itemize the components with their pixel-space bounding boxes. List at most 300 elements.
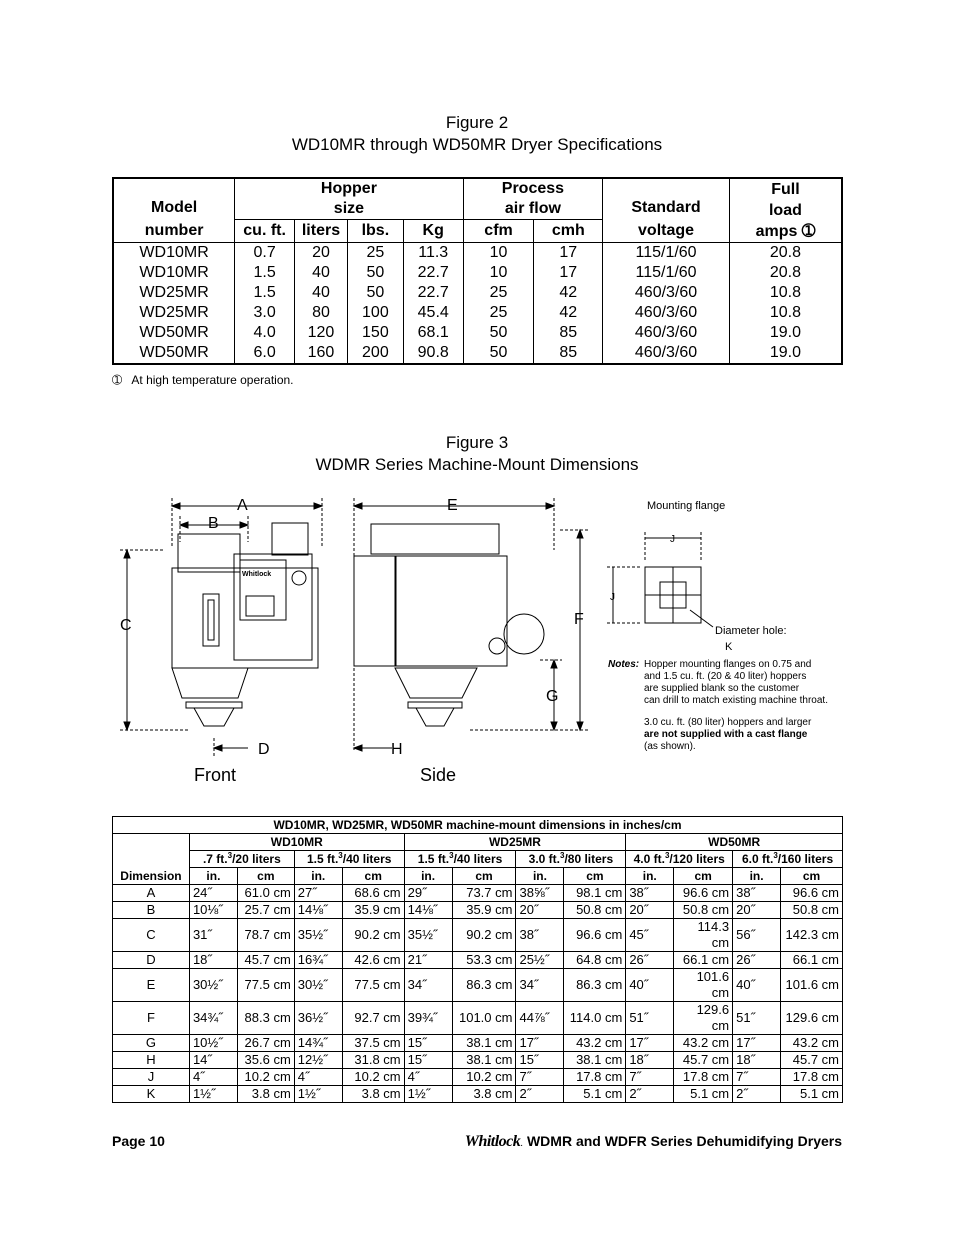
value-cm: 38.1 cm [452,1035,516,1052]
cell: 17 [534,263,603,283]
amps-header-line2: load [768,202,802,219]
unit-in: in. [189,868,237,885]
whitlock-logo [464,1133,524,1151]
label-k: K [725,641,733,653]
value-cm: 5.1 cm [781,1086,843,1103]
cell: 460/3/60 [603,283,730,303]
value-cm: 17.8 cm [564,1069,626,1086]
unit-cm: cm [564,868,626,885]
size-header [516,851,626,868]
cell: WD10MR [113,243,235,264]
value-in: 38˝ [733,885,781,902]
cell: 120 [295,323,348,343]
cell: 460/3/60 [603,323,730,343]
note-line: Hopper mounting flanges on 0.75 and [644,659,812,670]
value-in: 17˝ [516,1035,564,1052]
value-in: 16¾˝ [294,952,342,969]
label-j-side: J [610,592,615,603]
figure-3-caption [0,432,954,476]
value-cm: 78.7 cm [237,919,294,952]
spec-table [112,177,843,365]
table-row [113,303,842,323]
value-cm: 10.2 cm [452,1069,516,1086]
table-row [113,243,842,264]
value-in: 4˝ [404,1069,452,1086]
unit-cm: cm [342,868,404,885]
cell: 42 [534,283,603,303]
cell: 11.3 [403,243,463,264]
model-header [113,178,235,243]
value-in: 21˝ [404,952,452,969]
cell: 150 [347,323,403,343]
value-in: 40˝ [626,969,674,1002]
col-lbs: lbs. [347,220,403,243]
cell: 40 [295,283,348,303]
cell: 10 [463,263,534,283]
cell: WD25MR [113,283,235,303]
process-header [463,178,603,220]
value-cm: 98.1 cm [564,885,626,902]
size-b: /120 liters [669,852,725,866]
value-in: 17˝ [626,1035,674,1052]
value-cm: 10.2 cm [237,1069,294,1086]
value-in: 7˝ [516,1069,564,1086]
value-cm: 43.2 cm [674,1035,733,1052]
dimension-letter: F [113,1002,190,1035]
footer-title [465,1133,842,1151]
value-in: 31˝ [189,919,237,952]
table-row [113,902,843,919]
col-cuft: cu. ft. [235,220,295,243]
note-line: are supplied blank so the customer [644,683,800,694]
value-cm: 90.2 cm [452,919,516,952]
value-in: 27˝ [294,885,342,902]
value-cm: 101.6 cm [781,969,843,1002]
cell: 20.8 [729,243,842,264]
value-cm: 68.6 cm [342,885,404,902]
note-line: 3.0 cu. ft. (80 liter) hoppers and larger [644,717,812,728]
dimension-letter: C [113,919,190,952]
process-header-line1: Process [501,180,565,197]
value-cm: 35.9 cm [452,902,516,919]
unit-in: in. [626,868,674,885]
cell: 42 [534,303,603,323]
cell: 19.0 [729,343,842,364]
value-cm: 101.0 cm [452,1002,516,1035]
value-cm: 5.1 cm [564,1086,626,1103]
value-in: 15˝ [516,1052,564,1069]
cell: WD50MR [113,323,235,343]
hopper-header-line2: size [333,200,365,217]
cell: 160 [295,343,348,364]
cell: WD50MR [113,343,235,364]
value-in: 51˝ [733,1002,781,1035]
value-cm: 90.2 cm [342,919,404,952]
col-cmh: cmh [534,220,603,243]
value-in: 20˝ [516,902,564,919]
unit-cm: cm [452,868,516,885]
value-cm: 66.1 cm [781,952,843,969]
label-b: B [208,515,219,532]
col-kg: Kg [403,220,463,243]
hopper-header [235,178,463,220]
value-cm: 3.8 cm [342,1086,404,1103]
cell: 50 [347,263,403,283]
value-in: 34˝ [516,969,564,1002]
unit-in: in. [733,868,781,885]
figure-2-label: Figure 2 [445,113,509,132]
sup: 3 [449,851,454,860]
note-line: can drill to match existing machine throat. [644,695,828,706]
value-cm: 101.6 cm [674,969,733,1002]
value-in: 20˝ [733,902,781,919]
sup: 3 [664,851,670,860]
cell: 10.8 [729,303,842,323]
value-cm: 31.8 cm [342,1052,404,1069]
size-header [404,851,516,868]
amps-header-line3: amps ➀ [755,223,816,240]
model-wd10mr: WD10MR [189,834,404,851]
cell: 4.0 [235,323,295,343]
value-in: 14˝ [189,1052,237,1069]
value-in: 40˝ [733,969,781,1002]
cell: 85 [534,323,603,343]
value-cm: 45.7 cm [237,952,294,969]
value-in: 38˝ [516,919,564,952]
value-cm: 43.2 cm [564,1035,626,1052]
side-label: Side [420,765,457,785]
value-in: 12½˝ [294,1052,342,1069]
value-cm: 50.8 cm [674,902,733,919]
sup: 3 [227,851,233,860]
figure-2-title: WD10MR through WD50MR Dryer Specifications [291,135,663,154]
cell: 1.5 [235,263,295,283]
size-header [733,851,843,868]
front-label: Front [194,765,237,785]
table-row [113,1035,843,1052]
table-row [113,1052,843,1069]
cell: 25 [463,303,534,323]
value-in: 2˝ [516,1086,564,1103]
dim-table-title: WD10MR, WD25MR, WD50MR machine-mount dimensions in inches/cm [113,817,843,834]
value-in: 36½˝ [294,1002,342,1035]
value-cm: 77.5 cm [342,969,404,1002]
sup: 3 [338,851,343,860]
cell: 460/3/60 [603,303,730,323]
value-in: 38˝ [626,885,674,902]
brand-small: Whitlock [242,571,272,578]
value-in: 20˝ [626,902,674,919]
unit-in: in. [404,868,452,885]
value-in: 34˝ [404,969,452,1002]
model-header-line2: number [144,222,204,239]
value-in: 26˝ [626,952,674,969]
value-in: 10½˝ [189,1035,237,1052]
size-a: 6.0 ft. [741,852,774,866]
value-cm: 92.7 cm [342,1002,404,1035]
value-in: 4˝ [189,1069,237,1086]
label-a: A [237,497,248,514]
value-in: 34¾˝ [189,1002,237,1035]
table-row [113,343,842,364]
doc-title: WDMR and WDFR Series Dehumidifying Dryers [526,1133,842,1149]
model-wd50mr: WD50MR [626,834,843,851]
value-in: 15˝ [404,1052,452,1069]
value-in: 35½˝ [404,919,452,952]
size-header [626,851,733,868]
brand-text: Whitlock [464,1133,521,1150]
size-a: .7 ft. [202,852,228,866]
value-cm: 96.6 cm [564,919,626,952]
value-in: 18˝ [626,1052,674,1069]
value-in: 25½˝ [516,952,564,969]
value-in: 1½˝ [404,1086,452,1103]
value-in: 14¾˝ [294,1035,342,1052]
figure-3-title: WDMR Series Machine-Mount Dimensions [315,455,639,474]
table-row [113,885,843,902]
label-e: E [447,497,458,514]
cell: 1.5 [235,283,295,303]
value-cm: 64.8 cm [564,952,626,969]
value-cm: 129.6 cm [781,1002,843,1035]
value-cm: 53.3 cm [452,952,516,969]
process-header-line2: air flow [504,200,561,217]
cell: 460/3/60 [603,343,730,364]
cell: 115/1/60 [603,263,730,283]
value-in: 24˝ [189,885,237,902]
cell: 3.0 [235,303,295,323]
value-cm: 37.5 cm [342,1035,404,1052]
value-in: 4˝ [294,1069,342,1086]
value-in: 1½˝ [294,1086,342,1103]
dimension-letter: H [113,1052,190,1069]
value-in: 39¾˝ [404,1002,452,1035]
dimension-letter: D [113,952,190,969]
size-b: /20 liters [232,852,281,866]
value-cm: 61.0 cm [237,885,294,902]
value-cm: 50.8 cm [781,902,843,919]
cell: 22.7 [403,263,463,283]
value-cm: 35.9 cm [342,902,404,919]
value-cm: 3.8 cm [452,1086,516,1103]
dimension-letter: E [113,969,190,1002]
value-in: 10⅛˝ [189,902,237,919]
unit-in: in. [294,868,342,885]
value-cm: 38.1 cm [452,1052,516,1069]
value-cm: 114.3 cm [674,919,733,952]
page-number: Page 10 [112,1133,165,1149]
value-in: 44⅞˝ [516,1002,564,1035]
value-cm: 129.6 cm [674,1002,733,1035]
cell: 50 [463,343,534,364]
cell: 19.0 [729,323,842,343]
diameter-hole-label: Diameter hole: [715,625,787,637]
dimension-letter: B [113,902,190,919]
cell: 17 [534,243,603,264]
dimension-letter: G [113,1035,190,1052]
unit-cm: cm [237,868,294,885]
table-row [113,263,842,283]
value-cm: 73.7 cm [452,885,516,902]
model-header-line1: Model [150,199,198,216]
col-cfm: cfm [463,220,534,243]
cell: 6.0 [235,343,295,364]
value-in: 18˝ [733,1052,781,1069]
cell: 115/1/60 [603,243,730,264]
voltage-header-line1: Standard [631,199,701,216]
cell: 40 [295,263,348,283]
size-header [189,851,294,868]
unit-cm: cm [674,868,733,885]
amps-header-line1: Full [771,181,800,198]
value-in: 38⅝˝ [516,885,564,902]
note-line: (as shown). [644,741,696,752]
footnote-mark: ➀ [112,373,123,387]
value-cm: 43.2 cm [781,1035,843,1052]
table-row [113,283,842,303]
cell: 22.7 [403,283,463,303]
value-cm: 38.1 cm [564,1052,626,1069]
cell: 20.8 [729,263,842,283]
value-cm: 3.8 cm [237,1086,294,1103]
sup: 3 [559,851,565,860]
note-line: and 1.5 cu. ft. (20 & 40 liter) hoppers [644,671,807,682]
value-cm: 26.7 cm [237,1035,294,1052]
value-cm: 25.7 cm [237,902,294,919]
figure-2-caption [0,112,954,156]
value-in: 7˝ [626,1069,674,1086]
value-cm: 96.6 cm [781,885,843,902]
cell: 100 [347,303,403,323]
label-c: C [120,617,132,634]
table-row [113,919,843,952]
table-row [113,969,843,1002]
value-in: 30½˝ [294,969,342,1002]
size-a: 1.5 ft. [417,852,450,866]
label-d: D [258,741,270,758]
size-b: /160 liters [777,852,834,866]
hopper-header-line1: Hopper [320,180,377,197]
value-in: 14⅛˝ [404,902,452,919]
value-in: 7˝ [733,1069,781,1086]
label-j-top: J [670,534,675,545]
value-cm: 142.3 cm [781,919,843,952]
cell: 25 [347,243,403,264]
amps-header [729,178,842,243]
unit-cm: cm [781,868,843,885]
value-cm: 17.8 cm [674,1069,733,1086]
dimension-table [112,816,843,1103]
cell: 20 [295,243,348,264]
dimension-letter: K [113,1086,190,1103]
size-b: /40 liters [453,852,503,866]
cell: 80 [295,303,348,323]
value-in: 35½˝ [294,919,342,952]
value-in: 56˝ [733,919,781,952]
voltage-header [603,178,730,243]
cell: 0.7 [235,243,295,264]
cell: WD25MR [113,303,235,323]
value-cm: 35.6 cm [237,1052,294,1069]
size-header [294,851,404,868]
value-cm: 5.1 cm [674,1086,733,1103]
value-cm: 45.7 cm [781,1052,843,1069]
dimension-letter: J [113,1069,190,1086]
value-in: 30½˝ [189,969,237,1002]
cell: 90.8 [403,343,463,364]
value-cm: 17.8 cm [781,1069,843,1086]
cell: WD10MR [113,263,235,283]
label-g: G [546,688,559,705]
side-view [354,498,588,751]
value-in: 2˝ [733,1086,781,1103]
size-b: /80 liters [564,852,614,866]
cell: 50 [347,283,403,303]
notes-label: Notes: [608,659,640,670]
value-cm: 45.7 cm [674,1052,733,1069]
cell: 85 [534,343,603,364]
table-row [113,952,843,969]
value-in: 17˝ [733,1035,781,1052]
table-row [113,1069,843,1086]
table-row [113,1086,843,1103]
label-h: H [391,741,403,758]
value-in: 51˝ [626,1002,674,1035]
value-in: 15˝ [404,1035,452,1052]
value-cm: 50.8 cm [564,902,626,919]
dimension-letter: A [113,885,190,902]
dimension-header: Dimension [113,834,190,885]
unit-in: in. [516,868,564,885]
value-cm: 66.1 cm [674,952,733,969]
value-cm: 10.2 cm [342,1069,404,1086]
size-a: 3.0 ft. [528,852,560,866]
value-in: 2˝ [626,1086,674,1103]
table-row [113,323,842,343]
value-cm: 42.6 cm [342,952,404,969]
value-in: 14⅛˝ [294,902,342,919]
value-cm: 96.6 cm [674,885,733,902]
value-in: 29˝ [404,885,452,902]
cell: 45.4 [403,303,463,323]
label-f: F [574,611,584,628]
cell: 10 [463,243,534,264]
cell: 50 [463,323,534,343]
cell: 10.8 [729,283,842,303]
brand-dot: . [520,1138,524,1149]
value-cm: 86.3 cm [564,969,626,1002]
value-cm: 88.3 cm [237,1002,294,1035]
size-a: 1.5 ft. [306,852,339,866]
value-in: 26˝ [733,952,781,969]
cell: 200 [347,343,403,364]
value-cm: 114.0 cm [564,1002,626,1035]
value-in: 18˝ [189,952,237,969]
value-in: 1½˝ [189,1086,237,1103]
notes-block [608,659,848,753]
model-wd25mr: WD25MR [404,834,626,851]
size-b: /40 liters [342,852,392,866]
sup: 3 [773,851,778,860]
cell: 25 [463,283,534,303]
table-row [113,1002,843,1035]
value-in: 45˝ [626,919,674,952]
spec-footnote [112,373,294,387]
value-cm: 86.3 cm [452,969,516,1002]
mounting-flange-label: Mounting flange [647,500,726,512]
cell: 68.1 [403,323,463,343]
figure-3-label: Figure 3 [445,433,509,452]
